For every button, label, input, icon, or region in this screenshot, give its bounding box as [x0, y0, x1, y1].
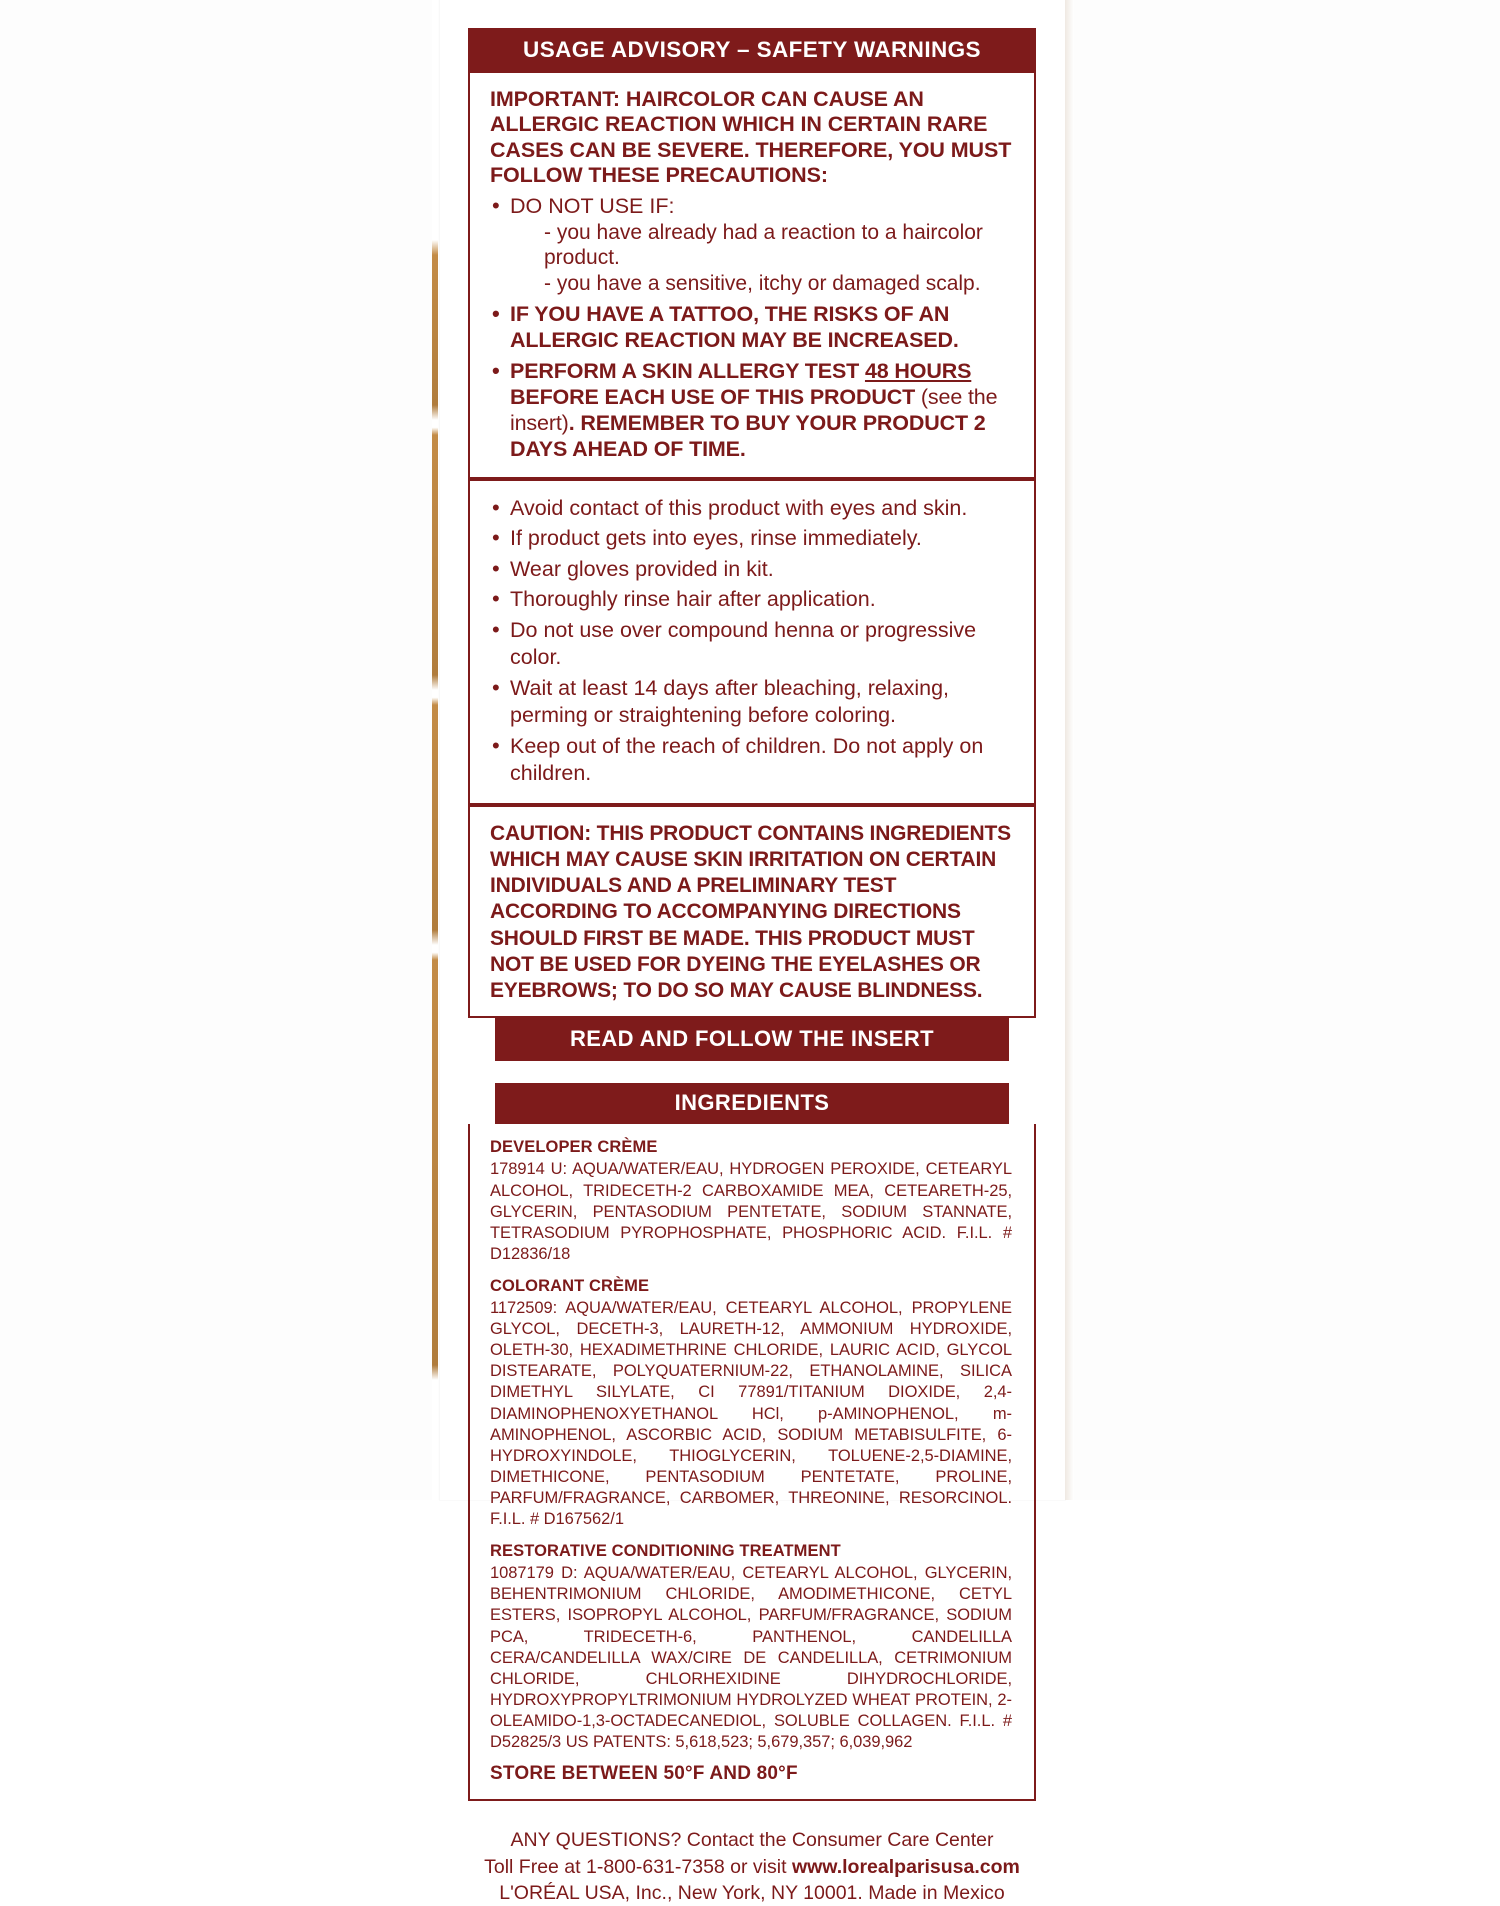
ingredient-section-heading: RESTORATIVE CONDITIONING TREATMENT: [490, 1542, 841, 1561]
usage-advisory-box: [468, 73, 1036, 479]
do-not-use-sub-1: - you have already had a reaction to a haircolor product.: [544, 221, 983, 270]
important-paragraph: IMPORTANT: HAIRCOLOR CAN CAUSE AN ALLERGIC REACTION WHICH IN CERTAIN RARE CASES CAN BE SEVERE. THEREFORE, YOU MUST FOLLOW THESE PRECAUTIONS:: [490, 87, 1012, 188]
warning-item: • Do not use over compound henna or progressive color.: [490, 617, 1016, 672]
warning-item: • Avoid contact of this product with eyes and skin.: [490, 495, 1016, 523]
allergy-test-part1: PERFORM A SKIN ALLERGY TEST: [510, 359, 865, 384]
general-warnings-list: [490, 495, 1016, 788]
allergy-test-item: [490, 359, 1016, 462]
ingredients-banner: INGREDIENTS: [495, 1083, 1009, 1124]
warning-item: • If product gets into eyes, rinse immediately.: [490, 525, 1016, 553]
do-not-use-sub-2: - you have a sensitive, itchy or damaged scalp.: [544, 271, 981, 295]
label-content: [468, 28, 1036, 1906]
package-right-edge: [1065, 0, 1074, 1500]
caution-paragraph: CAUTION: THIS PRODUCT CONTAINS INGREDIENTS WHICH MAY CAUSE SKIN IRRITATION ON CERTAIN INDIVIDUALS AND A PRELIMINARY TEST ACCORDING TO ACCOMPANYING DIRECTIONS SHOULD FIRST BE MADE. THIS PRODUCT MUST NOT BE USED FOR DYEING THE EYELASHES OR EYEBROWS; TO DO SO MAY CAUSE BLINDNESS.: [490, 821, 1011, 1003]
precautions-list: [490, 194, 1016, 462]
warning-item: • Thoroughly rinse hair after application.: [490, 586, 1016, 614]
footer-line-2: [468, 1854, 1036, 1880]
ingredient-section-body: 1172509: AQUA/WATER/EAU, CETEARYL ALCOHOL, PROPYLENE GLYCOL, DECETH-3, LAURETH-12, AMMONIUM HYDROXIDE, OLETH-30, HEXADIMETHRINE CHLORIDE, LAURIC ACID, GLYCOL DISTEARATE, POLYQUATERNIUM-22, ETHANOLAMINE, SILICA DIMETHYL SILYLATE, CI 77891/TITANIUM DIOXIDE, 2,4-DIAMINOPHENOXYETHANOL HCl, p-AMINOPHENOL, m-AMINOPHENOL, ASCORBIC ACID, SODIUM METABISULFITE, 6-HYDROXYINDOLE, THIOGLYCERIN, TOLUENE-2,5-DIAMINE, DIMETHICONE, PENTASODIUM PENTETATE, PROLINE, PARFUM/FRAGRANCE, CARBOMER, THREONINE, RESORCINOL. F.I.L. # D167562/1: [490, 1299, 1012, 1529]
package-side-strip: [432, 0, 438, 1500]
tattoo-warning-item: • IF YOU HAVE A TATTOO, THE RISKS OF AN ALLERGIC REACTION MAY BE INCREASED.: [490, 302, 1016, 354]
footer-phone-text: Toll Free at 1-800-631-7358 or visit: [484, 1855, 792, 1878]
footer-website-link[interactable]: www.lorealparisusa.com: [791, 1855, 1020, 1878]
ingredient-section-body: 1087179 D: AQUA/WATER/EAU, CETEARYL ALCOHOL, GLYCERIN, BEHENTRIMONIUM CHLORIDE, AMODIMETHICONE, CETYL ESTERS, ISOPROPYL ALCOHOL, PARFUM/FRAGRANCE, SODIUM PCA, TRIDECETH-6, PANTHENOL, CANDELILLA CERA/CANDELILLA WAX/CIRE DE CANDELILLA, CETRIMONIUM CHLORIDE, CHLORHEXIDINE DIHYDROCHLORIDE, HYDROXYPROPYLTRIMONIUM HYDROLYZED WHEAT PROTEIN, 2-OLEAMIDO-1,3-OCTADECANEDIOL, SOLUBLE COLLAGEN. F.I.L. # D52825/3 US PATENTS: 5,618,523; 5,679,357; 6,039,962: [490, 1564, 1012, 1752]
caution-box: [468, 805, 1036, 1019]
warning-item: • Keep out of the reach of children. Do not apply on children.: [490, 733, 1016, 788]
do-not-use-label: DO NOT USE IF:: [510, 194, 675, 219]
warning-item: • Wait at least 14 days after bleaching, relaxing, perming or straightening before coloring.: [490, 675, 1016, 730]
footer-line-3: L'ORÉAL USA, Inc., New York, NY 10001. Made in Mexico: [499, 1881, 1005, 1904]
allergy-test-hours: 48 HOURS: [864, 359, 972, 384]
allergy-test-part3: . REMEMBER TO BUY YOUR PRODUCT 2 DAYS AHEAD OF TIME.: [510, 410, 986, 461]
do-not-use-item: [490, 194, 1016, 295]
ingredient-section-heading: DEVELOPER CRÈME: [490, 1138, 658, 1157]
footer-contact: [468, 1827, 1036, 1906]
footer-line-1: ANY QUESTIONS? Contact the Consumer Care Center: [510, 1829, 994, 1852]
allergy-test-part2: BEFORE EACH USE OF THIS PRODUCT: [510, 385, 921, 410]
read-insert-banner: READ AND FOLLOW THE INSERT: [495, 1018, 1009, 1061]
ingredient-section-body: 178914 U: AQUA/WATER/EAU, HYDROGEN PEROXIDE, CETEARYL ALCOHOL, TRIDECETH-2 CARBOXAMIDE MEA, CETEARETH-25, GLYCERIN, PENTASODIUM PENTETATE, SODIUM STANNATE, TETRASODIUM PYROPHOSPHATE, PHOSPHORIC ACID. F.I.L. # D12836/18: [490, 1160, 1012, 1263]
storage-instructions: STORE BETWEEN 50°F AND 80°F: [490, 1763, 798, 1785]
ingredients-box: [468, 1124, 1036, 1801]
allergy-test-insert-note: (see the insert): [510, 385, 998, 435]
spacer: [468, 1061, 1036, 1083]
general-warnings-box: [468, 479, 1036, 805]
warning-item: • Wear gloves provided in kit.: [490, 556, 1016, 584]
ingredient-section-heading: COLORANT CRÈME: [490, 1277, 650, 1296]
usage-advisory-banner: USAGE ADVISORY – SAFETY WARNINGS: [468, 28, 1036, 73]
